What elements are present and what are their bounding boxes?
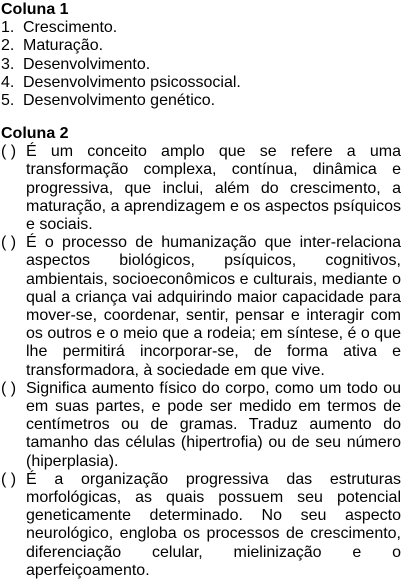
definition-item <box>1 380 401 471</box>
list-item <box>1 92 401 110</box>
list-item <box>1 74 401 92</box>
definition-item <box>1 471 401 580</box>
coluna-2-heading: Coluna 2 <box>1 125 69 142</box>
coluna-2-section <box>1 125 401 580</box>
item-label: Desenvolvimento. <box>23 55 151 73</box>
definition-text: É o processo de humanização que inter-relaciona aspectos biológicos, psíquicos, cognitivos, ambientais, socioeconômicos e culturais, mediante o qual a criança vai adquirindo maior capacidade para mover-se, coordenar, sentir, pensar e interagir com os outros e o meio que a rodeia; em síntese, é o que lhe permitirá incorporar-se, de forma ativa e transformadora, à sociedade em que vive. <box>26 234 401 379</box>
list-item <box>1 56 401 74</box>
item-label: Desenvolvimento psicossocial. <box>23 73 241 91</box>
list-item <box>1 19 401 37</box>
definition-text: É um conceito amplo que se refere a uma transformação complexa, contínua, dinâmica e progressiva, que inclui, além do crescimento, a maturação, a aprendizagem e os aspectos psíquicos e sociais. <box>26 143 401 233</box>
answer-blank: ( ) <box>1 379 17 397</box>
answer-blank: ( ) <box>1 470 17 488</box>
item-label: Desenvolvimento genético. <box>23 91 216 109</box>
definition-text: É a organização progressiva das estruturas morfológicas, as quais possuem seu potencial geneticamente determinado. No seu aspecto neurológico, engloba os processos de crescimento, diferenciação celular, mielinização e o aperfeiçoamento. <box>26 470 401 579</box>
coluna-2-list <box>1 143 401 580</box>
item-label: Crescimento. <box>23 19 118 37</box>
item-number: 2. <box>1 37 15 55</box>
coluna-1-list <box>1 19 401 110</box>
coluna-1-section <box>1 1 401 110</box>
definition-item <box>1 234 401 380</box>
definition-item <box>1 143 401 234</box>
item-label: Maturação. <box>23 37 104 55</box>
list-item <box>1 37 401 55</box>
item-number: 3. <box>1 55 15 73</box>
definition-text: Significa aumento físico do corpo, como um todo ou em suas partes, e pode ser medido em termos de centímetros ou de gramas. Traduz aumento do tamanho das células (hipertrofia) ou de seu número (hiperplasia). <box>26 379 401 470</box>
answer-blank: ( ) <box>1 234 17 252</box>
answer-blank: ( ) <box>1 143 17 161</box>
item-number: 5. <box>1 91 15 109</box>
coluna-1-heading: Coluna 1 <box>1 1 69 18</box>
item-number: 4. <box>1 73 15 91</box>
item-number: 1. <box>1 19 15 37</box>
